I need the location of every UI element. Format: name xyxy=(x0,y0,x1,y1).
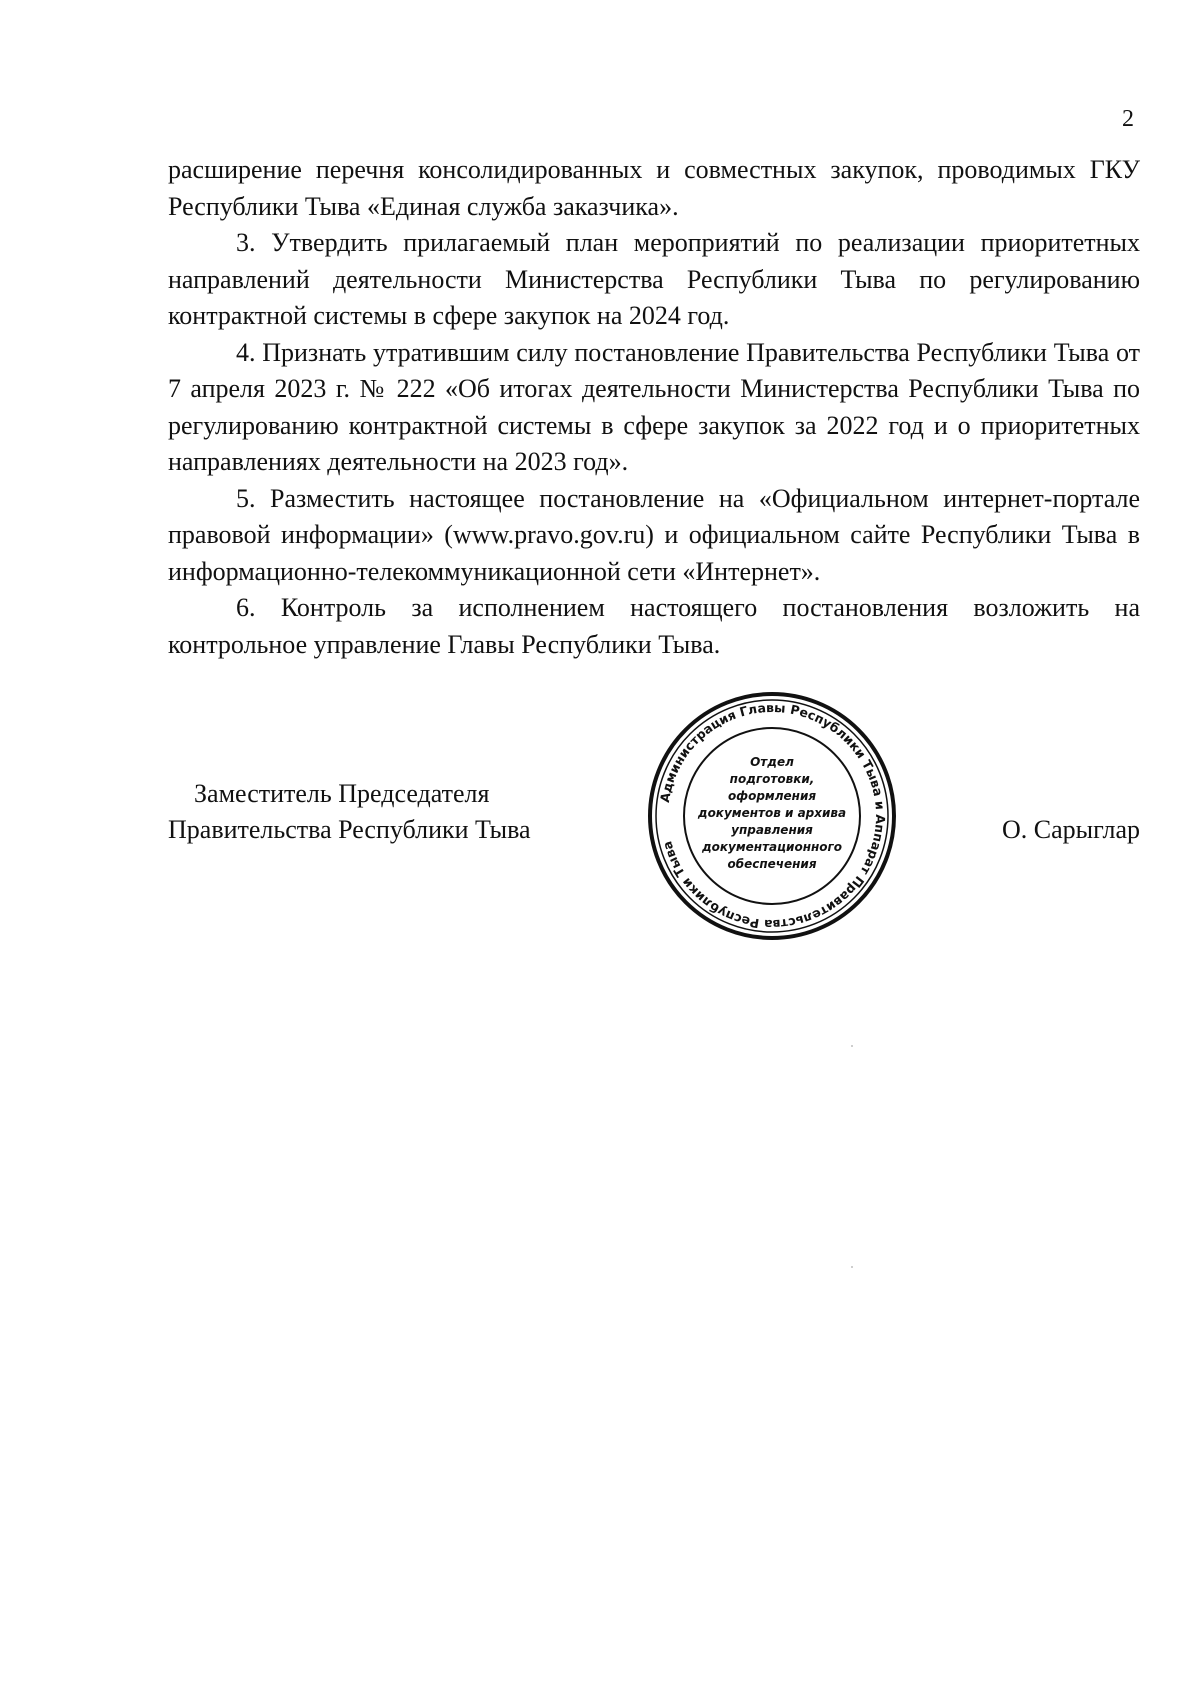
signatory-title-line-1: Заместитель Председателя xyxy=(194,779,490,808)
paragraph-item-5: 5. Разместить настоящее постановление на «Официальном интернет-портале правовой информации» (www.pravo.gov.ru) и официальном сайте Республики Тыва в информационно-телекоммуникационной сети «Интернет». xyxy=(168,483,1140,586)
paragraph-continuation: расширение перечня консолидированных и совместных закупок, проводимых ГКУ Республики Тыва «Единая служба заказчика». xyxy=(168,155,1140,221)
paragraph-item-4: 4. Признать утратившим силу постановление Правительства Республики Тыва от 7 апреля 2023 г. № 222 «Об итогах деятельности Министерства Республики Тыва по регулированию контрактной системы в сфере закупок за 2022 год и о приоритетных направлениях деятельности на 2023 год». xyxy=(168,337,1140,476)
signatory-name: О. Сарыглар xyxy=(1002,815,1140,844)
svg-text:управления: управления xyxy=(731,823,813,837)
document-body xyxy=(168,152,1140,663)
paragraph-item-6: 6. Контроль за исполнением настоящего постановления возложить на контрольное управление Главы Республики Тыва. xyxy=(168,593,1140,659)
official-seal-stamp xyxy=(646,690,898,942)
seal-outer-text: Администрация Главы Республики Тыва и Аппарат Правительства Республики Тыва xyxy=(656,699,889,933)
page-number: 2 xyxy=(1122,106,1134,132)
seal-graphic xyxy=(646,690,898,942)
svg-text:оформления: оформления xyxy=(727,789,817,803)
svg-text:подготовки,: подготовки, xyxy=(729,772,815,786)
scan-speck xyxy=(851,1045,853,1047)
seal-inner-text xyxy=(697,755,846,871)
signatory-title xyxy=(168,776,531,848)
paragraph-item-3: 3. Утвердить прилагаемый план мероприятий по реализации приоритетных направлений деятельности Министерства Республики Тыва по регулированию контрактной системы в сфере закупок на 2024 год. xyxy=(168,228,1140,330)
signatory-title-line-2: Правительства Республики Тыва xyxy=(168,815,531,844)
scan-speck xyxy=(851,1266,853,1268)
svg-text:документов и архива: документов и архива xyxy=(697,806,847,820)
svg-text:документационного: документационного xyxy=(701,840,843,854)
svg-text:обеспечения: обеспечения xyxy=(727,857,817,871)
svg-text:Отдел: Отдел xyxy=(750,755,794,769)
